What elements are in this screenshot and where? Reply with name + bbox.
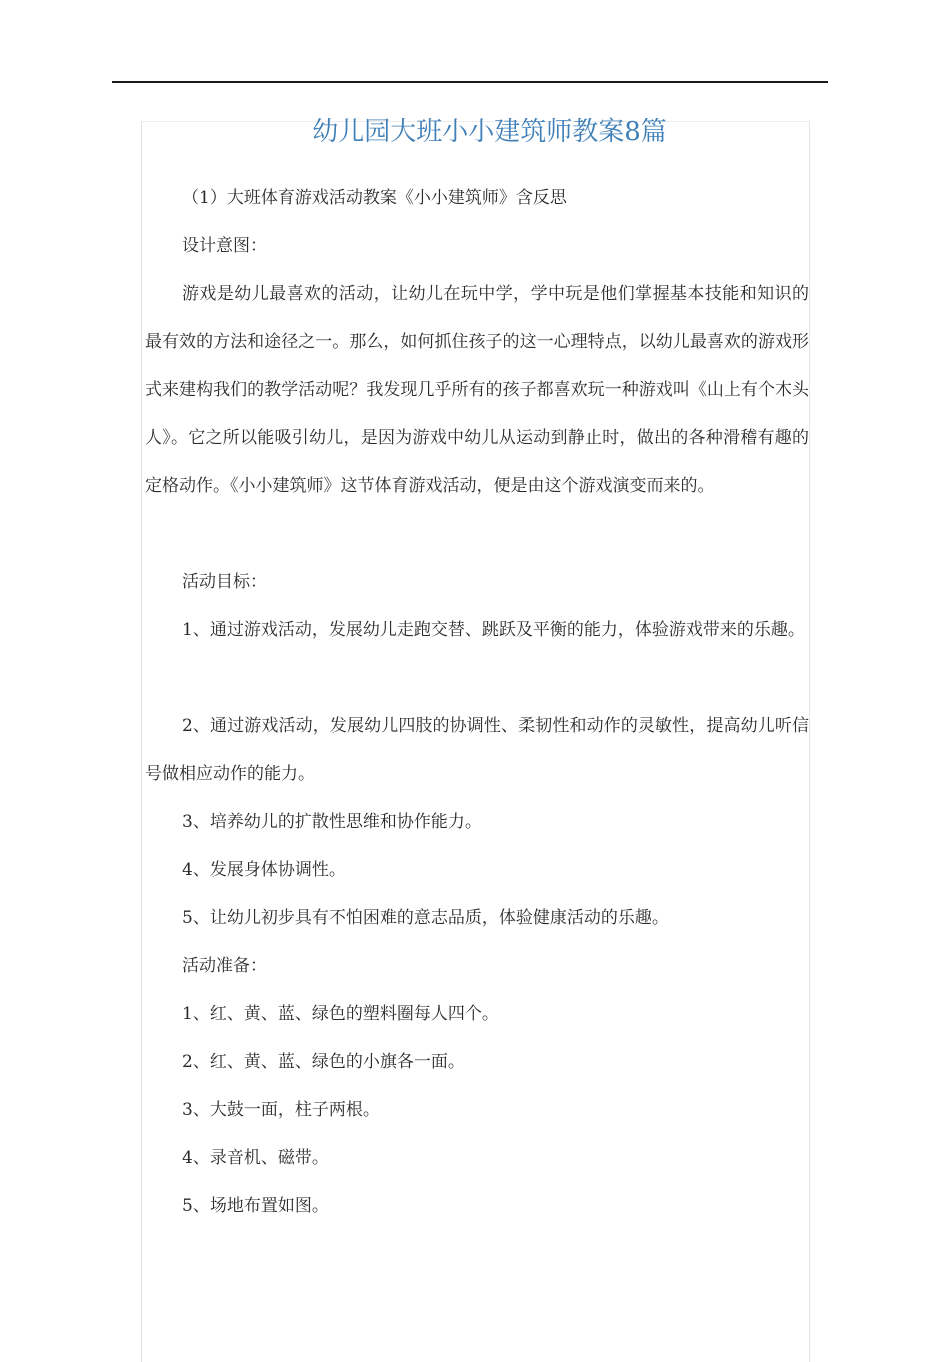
list-item: 2、通过游戏活动，发展幼儿四肢的协调性、柔韧性和动作的灵敏性，提高幼儿听信号做相应动作的能力。: [145, 716, 809, 784]
list-item: 3、培养幼儿的扩散性思维和协作能力。: [182, 812, 482, 832]
header-rule: [112, 81, 828, 83]
paragraph-label: 活动目标：: [182, 572, 267, 592]
paragraph-body: 游戏是幼儿最喜欢的活动，让幼儿在玩中学，学中玩是他们掌握基本技能和知识的最有效的方法和途径之一。那么，如何抓住孩子的这一心理特点，以幼儿最喜欢的游戏形式来建构我们的教学活动呢？我发现几乎所有的孩子都喜欢玩一种游戏叫《山上有个木头人》。它之所以能吸引幼儿，是因为游戏中幼儿从运动到静止时，做出的各种滑稽有趣的定格动作。《小小建筑师》这节体育游戏活动，便是由这个游戏演变而来的。: [145, 284, 809, 496]
list-item: 4、录音机、磁带。: [182, 1148, 329, 1168]
list-item: 1、通过游戏活动，发展幼儿走跑交替、跳跃及平衡的能力，体验游戏带来的乐趣。: [182, 620, 805, 640]
paragraph-label: 设计意图：: [182, 236, 267, 256]
list-item: 5、让幼儿初步具有不怕困难的意志品质，体验健康活动的乐趣。: [182, 908, 669, 928]
section-heading: （1）大班体育游戏活动教案《小小建筑师》含反思: [182, 188, 567, 208]
paragraph-label: 活动准备：: [182, 956, 267, 976]
list-item: 1、红、黄、蓝、绿色的塑料圈每人四个。: [182, 1004, 499, 1024]
list-item: 4、发展身体协调性。: [182, 860, 346, 880]
list-item: 3、大鼓一面，柱子两根。: [182, 1100, 380, 1120]
document-title: 幼儿园大班小小建筑师教案8篇: [312, 117, 667, 147]
list-item: 5、场地布置如图。: [182, 1196, 329, 1216]
list-item: 2、红、黄、蓝、绿色的小旗各一面。: [182, 1052, 465, 1072]
